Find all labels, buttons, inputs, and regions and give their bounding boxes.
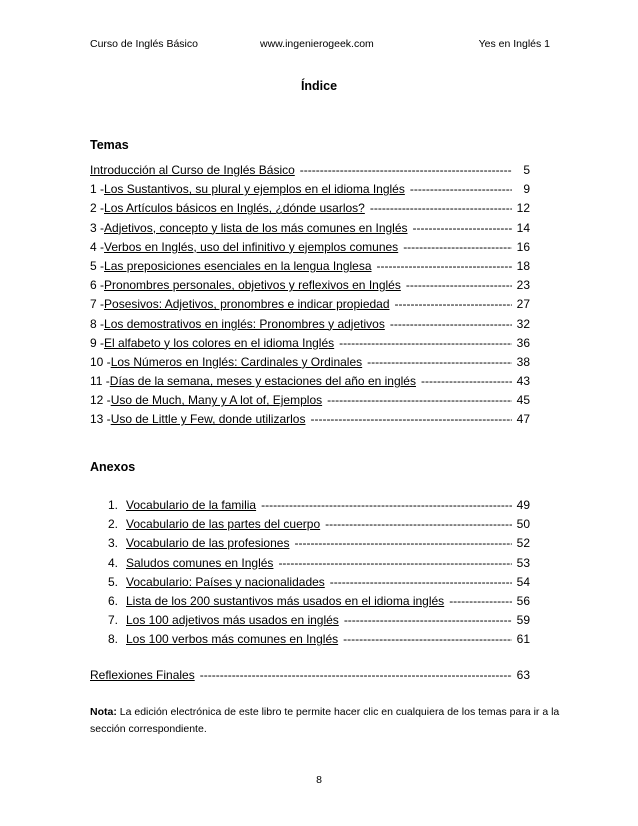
annex-number: 3.	[108, 536, 119, 551]
toc-row[interactable]	[90, 201, 530, 220]
toc-prefix: 4 -	[90, 239, 105, 254]
toc-page: 36	[516, 335, 530, 350]
header-website: www.ingenierogeek.com	[260, 38, 374, 50]
annex-link[interactable]: Los 100 adjetivos más usados en inglés	[126, 613, 339, 628]
toc-page: 45	[516, 393, 530, 408]
toc-leader	[367, 355, 512, 369]
toc-link[interactable]: Las preposiciones esenciales en la lengua Inglesa	[104, 258, 372, 273]
annex-row[interactable]	[108, 613, 530, 632]
toc-page: 50	[516, 517, 530, 532]
page-number: 8	[316, 774, 322, 786]
toc-row[interactable]	[90, 163, 530, 182]
annex-row[interactable]	[108, 632, 530, 651]
annex-row[interactable]	[108, 498, 530, 517]
toc-prefix: 8 -	[90, 316, 105, 331]
toc-link[interactable]: Los Números en Inglés: Cardinales y Ordinales	[110, 354, 363, 369]
toc-leader	[377, 259, 512, 273]
page-title: Índice	[300, 79, 338, 93]
toc-page: 38	[516, 354, 530, 369]
toc-page: 32	[516, 316, 530, 331]
annex-number: 5.	[108, 574, 119, 589]
toc-link[interactable]: Los demostrativos en inglés: Pronombres y adjetivos	[104, 316, 385, 331]
toc-leader	[200, 668, 512, 682]
toc-prefix: 12 -	[90, 393, 111, 408]
annex-row[interactable]	[108, 594, 530, 613]
toc-row[interactable]	[90, 182, 530, 201]
toc-prefix: 10 -	[90, 354, 111, 369]
toc-row[interactable]	[90, 355, 530, 374]
toc-page: 5	[523, 163, 530, 177]
annex-link[interactable]: Vocabulario de las profesiones	[126, 536, 290, 551]
toc-leader	[310, 412, 512, 426]
toc-leader	[370, 201, 512, 215]
toc-leader	[325, 517, 512, 531]
toc-page: 47	[516, 412, 530, 427]
toc-row[interactable]	[90, 317, 530, 336]
toc-leader	[410, 182, 512, 196]
toc-page: 9	[523, 182, 530, 197]
toc-page: 53	[516, 555, 530, 570]
annex-number: 1.	[108, 498, 119, 512]
temas-heading: Temas	[90, 138, 129, 152]
toc-row[interactable]	[90, 259, 530, 278]
toc-page: 14	[516, 220, 530, 235]
toc-link[interactable]: Adjetivos, concepto y lista de los más comunes en Inglés	[104, 220, 408, 235]
toc-row[interactable]	[90, 221, 530, 240]
footnote	[90, 704, 560, 738]
anexos-heading: Anexos	[90, 460, 136, 474]
toc-leader	[294, 536, 512, 550]
toc-prefix: 5 -	[90, 258, 105, 273]
page-header	[90, 38, 550, 52]
toc-leader	[395, 297, 512, 311]
reflexiones-section	[90, 668, 530, 687]
toc-row[interactable]	[90, 668, 530, 687]
toc-prefix: 11 -	[90, 374, 110, 389]
toc-page: 52	[516, 536, 530, 551]
toc-prefix: 1 -	[90, 182, 105, 197]
toc-leader	[300, 163, 512, 177]
toc-link[interactable]: Verbos en Inglés, uso del infinitivo y ejemplos comunes	[104, 239, 399, 254]
toc-link[interactable]: Uso de Much, Many y A lot of, Ejemplos	[110, 393, 323, 408]
annex-link[interactable]: Los 100 verbos más comunes en Inglés	[126, 632, 339, 647]
toc-page: 56	[516, 593, 530, 608]
toc-page: 27	[516, 297, 530, 312]
toc-link[interactable]: Posesivos: Adjetivos, pronombres e indicar propiedad	[104, 297, 390, 312]
header-volume: Yes en Inglés 1	[478, 38, 550, 50]
toc-row[interactable]	[90, 297, 530, 316]
toc-link[interactable]: Los Sustantivos, su plural y ejemplos en el idioma Inglés	[104, 182, 405, 197]
toc-row[interactable]	[90, 412, 530, 431]
toc-page: 18	[516, 258, 530, 273]
note-label: Nota:	[90, 706, 117, 718]
toc-page: 54	[516, 574, 530, 589]
toc-page: 63	[516, 668, 530, 682]
toc-page: 23	[516, 278, 530, 293]
reflexiones-link[interactable]: Reflexiones Finales	[90, 668, 195, 682]
toc-prefix: 13 -	[90, 412, 111, 427]
annex-link[interactable]: Vocabulario de las partes del cuerpo	[126, 517, 321, 532]
toc-page: 61	[516, 632, 530, 647]
toc-page: 59	[516, 613, 530, 628]
toc-leader	[327, 393, 512, 407]
toc-link[interactable]: Días de la semana, meses y estaciones del año en inglés	[109, 374, 416, 389]
toc-prefix: 6 -	[90, 278, 105, 293]
annex-row[interactable]	[108, 517, 530, 536]
annex-row[interactable]	[108, 556, 530, 575]
note-text: La edición electrónica de este libro te permite hacer clic en cualquiera de los temas para ir a la sección correspondiente.	[90, 706, 560, 735]
anexos-list	[108, 498, 530, 652]
temas-list	[90, 163, 530, 432]
annex-row[interactable]	[108, 575, 530, 594]
annex-number: 6.	[108, 593, 119, 608]
annex-number: 7.	[108, 613, 119, 628]
toc-leader	[421, 374, 512, 388]
toc-link[interactable]: Introducción al Curso de Inglés Básico	[90, 163, 295, 177]
toc-row[interactable]	[90, 278, 530, 297]
toc-leader	[413, 221, 512, 235]
annex-number: 8.	[108, 632, 119, 647]
toc-leader	[343, 632, 512, 646]
toc-leader	[390, 317, 512, 331]
annex-link[interactable]: Vocabulario: Países y nacionalidades	[126, 574, 325, 589]
toc-prefix: 9 -	[90, 335, 105, 350]
toc-prefix: 7 -	[90, 297, 105, 312]
toc-row[interactable]	[90, 240, 530, 259]
toc-row[interactable]	[90, 336, 530, 355]
toc-link[interactable]: Pronombres personales, objetivos y reflexivos en Inglés	[104, 278, 401, 293]
header-book-title: Curso de Inglés Básico	[90, 38, 198, 50]
toc-row[interactable]	[90, 393, 530, 412]
toc-leader	[406, 278, 512, 292]
toc-prefix: 3 -	[90, 220, 105, 235]
toc-leader	[403, 240, 512, 254]
toc-leader	[344, 613, 512, 627]
annex-number: 4.	[108, 555, 119, 570]
toc-leader	[339, 336, 512, 350]
annex-link[interactable]: Saludos comunes en Inglés	[126, 555, 274, 570]
toc-leader	[449, 594, 512, 608]
toc-link[interactable]: Uso de Little y Few, donde utilizarlos	[110, 412, 306, 427]
annex-row[interactable]	[108, 536, 530, 555]
annex-number: 2.	[108, 517, 119, 532]
toc-page: 49	[516, 498, 530, 512]
toc-leader	[278, 556, 512, 570]
toc-leader	[330, 575, 512, 589]
annex-link[interactable]: Vocabulario de la familia	[126, 498, 257, 512]
toc-page: 16	[516, 239, 530, 254]
toc-link[interactable]: El alfabeto y los colores en el idioma Inglés	[104, 335, 335, 350]
toc-prefix: 2 -	[90, 201, 105, 216]
toc-page: 12	[516, 201, 530, 216]
toc-page: 43	[516, 374, 530, 389]
toc-row[interactable]	[90, 374, 530, 393]
toc-leader	[261, 498, 512, 512]
annex-link[interactable]: Lista de los 200 sustantivos más usados en el idioma inglés	[126, 593, 445, 608]
toc-link[interactable]: Los Artículos básicos en Inglés, ¿dónde usarlos?	[104, 201, 365, 216]
